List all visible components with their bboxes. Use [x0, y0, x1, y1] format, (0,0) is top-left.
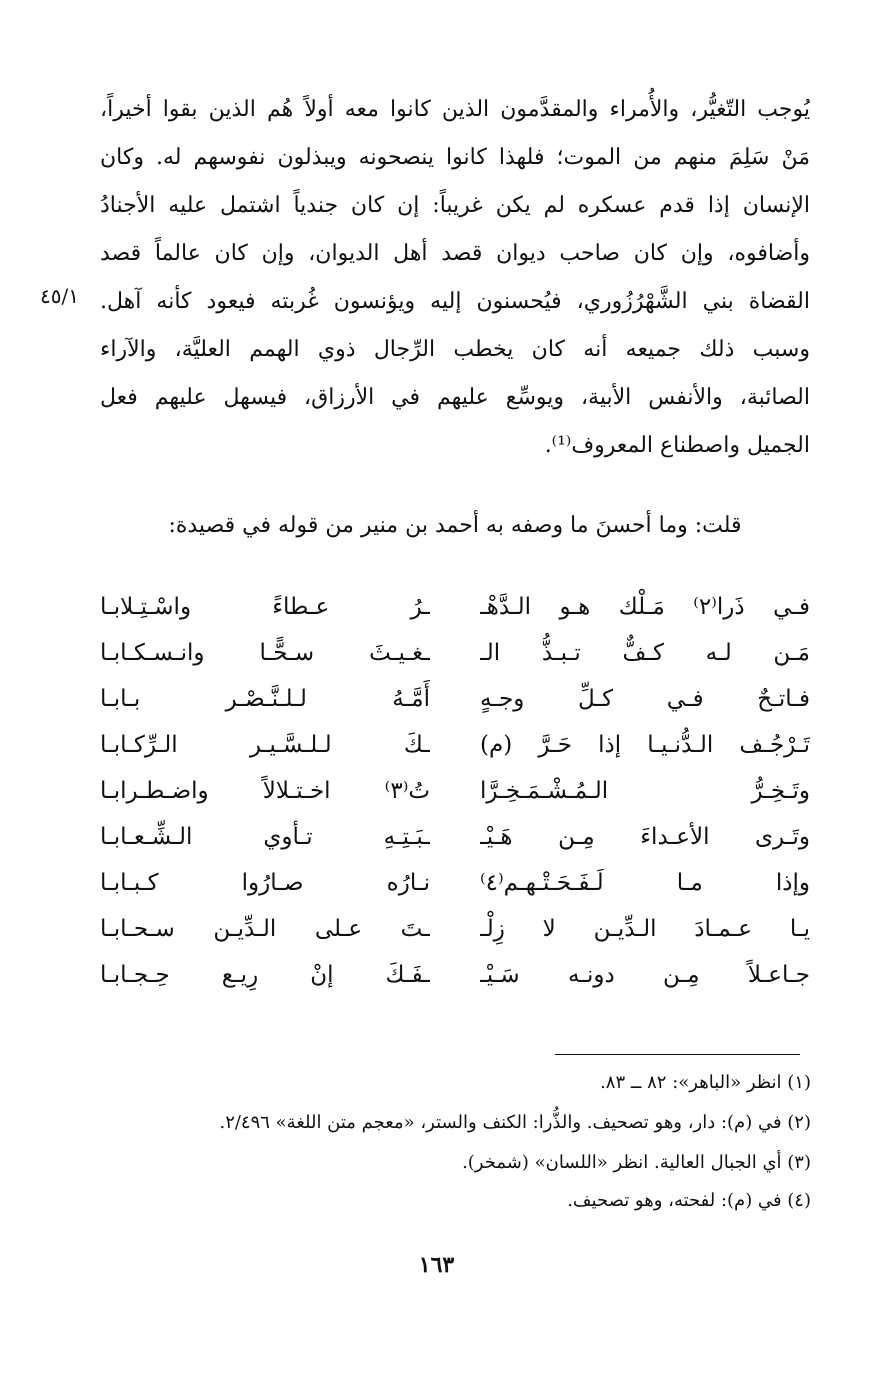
verse-8-second-hemistich: ـتَ عـلى الـدِّيـن سـحـابـا — [100, 916, 430, 942]
verse-2-second-hemistich: ـغـيـثَ سـحًّـا وانـسـكـابـا — [100, 640, 430, 666]
verse-7 — [100, 860, 810, 906]
verse-6-second-hemistich: ـبَـتِـهِ تـأوي الـشِّـعـابـا — [100, 824, 430, 850]
verse-5 — [100, 768, 810, 814]
verse-8-first-hemistich: يـا عـمـادَ الـدِّيـن لا زِلْـ — [480, 916, 810, 942]
footnote-4: (٤) في (م): لفحته، وهو تصحيف. — [567, 1190, 811, 1211]
verse-4-first-hemistich: تَـرْجُـف الـدُّنـيـا إذا حَـرَّ (م) — [480, 732, 810, 758]
verse-1 — [100, 584, 810, 630]
body-line-1: يُوجب التّغيُّر، والأُمراء والمقدَّمون الذين كانوا معه أولاً هُم الذين بقوا أخيراً، — [100, 97, 810, 122]
verse-4 — [100, 722, 810, 768]
footnote-1: (١) انظر «الباهر»: ٨٢ ــ ٨٣. — [600, 1072, 811, 1093]
body-line-6: وسبب ذلك جميعه أنه كان يخطب الرِّجال ذوي الهمم العليَّة، والآراء — [100, 337, 810, 362]
verse-8 — [100, 906, 810, 952]
body-line-8: الجميل واصطناع المعروف⁽¹⁾. — [544, 433, 810, 458]
verse-3-first-hemistich: فـاتـحٌ فـي كـلِّ وجـهٍ — [480, 686, 810, 712]
verse-9-first-hemistich: جـاعـلاً مِـن دونـه سَـيْـ — [480, 962, 810, 988]
verse-2-first-hemistich: مَـن لـه كـفٌّ تـبـذُّ الـ — [480, 640, 810, 666]
verse-9-second-hemistich: ـفَـكَ إنْ رِيـع حِـجـابـا — [100, 962, 430, 988]
poem-intro: قلت: وما أحسنَ ما وصفه به أحمد بن منير من قوله في قصيدة: — [168, 513, 742, 538]
footnote-2: (٢) في (م): دار، وهو تصحيف. والذُّرا: الكنف والستر، «معجم متن اللغة» ٢/٤٩٦. — [219, 1112, 811, 1133]
verse-2 — [100, 630, 810, 676]
body-line-3: الإنسان إذا قدم عسكره لم يكن غريباً: إن كان جندياً اشتمل عليه الأجنادُ — [100, 193, 810, 218]
verse-1-first-hemistich: فـي ذَرا⁽٢⁾ مَـلْك هـو الـدَّهْـ — [480, 594, 810, 620]
verse-6-first-hemistich: وتَـرى الأعـداءَ مِـن هَـيْـ — [480, 824, 810, 850]
margin-reference: ٤٥/١ — [40, 284, 79, 308]
body-line-2: مَنْ سَلِمَ منهم من الموت؛ فلهذا كانوا ينصحونه ويبذلون نفوسهم له. وكان — [100, 145, 810, 170]
verse-5-second-hemistich: تُ⁽٣⁾ اخـتـلالاً واضـطـرابـا — [100, 778, 430, 804]
body-line-4: وأضافوه، وإن كان صاحب ديوان قصد أهل الديوان، وإن كان عالماً قصد — [100, 241, 810, 266]
verse-3-second-hemistich: أَمَّـهُ لـلـنَّـصْـر بـابـا — [100, 686, 430, 712]
body-line-5: القضاة بني الشَّهْرُزُوري، فيُحسنون إليه ويؤنسون غُربته فيعود كأنه آهل. — [100, 289, 810, 314]
verse-3 — [100, 676, 810, 722]
verse-7-first-hemistich: وإذا مـا لَـفَـحَـتْـهـم⁽٤⁾ — [480, 870, 810, 896]
verse-6 — [100, 814, 810, 860]
verse-9 — [100, 952, 810, 998]
body-line-7: الصائبة، والأنفس الأبية، ويوسِّع عليهم في الأرزاق، فيسهل عليهم فعل — [100, 385, 810, 410]
verse-4-second-hemistich: ـكَ لـلـسَّـيـر الـرِّكـابـا — [100, 732, 430, 758]
verse-7-second-hemistich: نـارُه صـارُوا كـبـابـا — [100, 870, 430, 896]
footnote-3: (٣) أي الجبال العالية. انظر «اللسان» (شمخر). — [462, 1152, 811, 1173]
footnote-divider — [555, 1054, 800, 1055]
verse-5-first-hemistich: وتَـخِـرُّ الـمُـشْـمَـخِـرَّا — [480, 778, 810, 804]
verse-1-second-hemistich: ـرُ عـطاءً واسْـتِـلابـا — [100, 594, 430, 620]
page-number: ١٦٣ — [418, 1252, 455, 1278]
